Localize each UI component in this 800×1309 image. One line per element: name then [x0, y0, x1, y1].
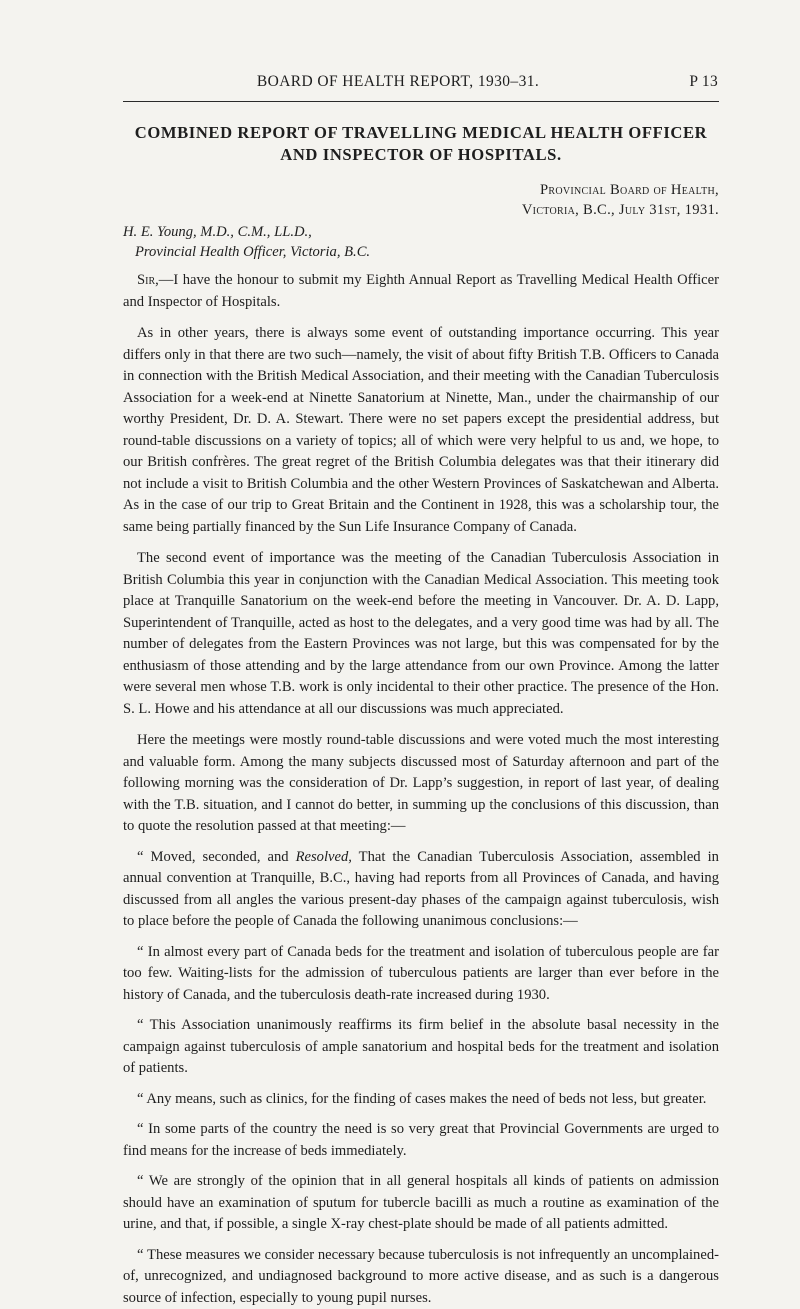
paragraph-reaffirms: “ This Association unanimously reaffirms its firm belief in the absolute basal necessity in the campaign against tuberculosis of ample sanatorium and hospital beds for the treatment and isolation of patients.	[123, 1015, 719, 1080]
paragraph-provincial-governments: “ In some parts of the country the need is so very great that Provincial Governments are urged to find means for the increase of beds immediately.	[123, 1119, 719, 1162]
paragraph-events: As in other years, there is always some event of outstanding importance occurring. This year differs only in that there are two such—namely, the visit of about fifty British T.B. Officers to Canada in connection with the British Medical Association, and their meeting with the Canadian Tuberculosis Association for a week-end at Ninette Sanatorium at Ninette, Man., under the chairmanship of our worthy President, Dr. D. A. Stewart. There were no set papers except the presidential address, but round-table discussions on a variety of topics; all of which were very helpful to us and, we hope, to our British confrères. The great regret of the British Columbia delegates was that their itinerary did not include a visit to British Columbia and the other Western Provinces of Saskatchewan and Alberta. As in the case of our trip to Great Britain and the Continent in 1928, this was a scholarship tour, the same being partially financed by the Sun Life Insurance Company of Canada.	[123, 323, 719, 538]
report-body	[123, 122, 719, 1309]
paragraph-clinics: “ Any means, such as clinics, for the finding of cases makes the need of beds not less, but greater.	[123, 1089, 719, 1111]
letterhead	[123, 180, 719, 220]
paragraph-resolution	[123, 847, 719, 933]
header-rule	[123, 101, 719, 102]
heading-line-2: AND INSPECTOR OF HOSPITALS.	[123, 144, 719, 166]
resolution-text: That the Canadian Tuberculosis Association, assembled in annual convention at Tranquille, B.C., having had reports from all Provinces of Canada, and having discussed from all angles the various present-day phases of the campaign against tuberculosis, wish to place before the people of Canada the following unanimous conclusions:—	[123, 849, 719, 930]
letterhead-org: Provincial Board of Health,	[123, 180, 719, 200]
addressee	[123, 222, 719, 262]
heading-line-1: COMBINED REPORT OF TRAVELLING MEDICAL HEALTH OFFICER	[123, 122, 719, 144]
resolution-resolved: Resolved,	[296, 849, 352, 865]
paragraph-opening-text: —I have the honour to submit my Eighth Annual Report as Travelling Medical Health Officer and Inspector of Hospitals.	[123, 272, 719, 310]
addressee-name: H. E. Young, M.D., C.M., LL.D.,	[123, 222, 719, 242]
report-heading	[123, 122, 719, 166]
page-number: P 13	[689, 73, 718, 91]
paragraph-examination: “ We are strongly of the opinion that in all general hospitals all kinds of patients on admission should have an examination of sputum for tubercle bacilli as much a routine as examination of the urine, and that, if possible, a single X-ray chest-plate should be made of all patients admitted.	[123, 1171, 719, 1236]
running-head-title: BOARD OF HEALTH REPORT, 1930–31.	[78, 73, 718, 91]
paragraph-discussions: Here the meetings were mostly round-table discussions and were voted much the most interesting and valuable form. Among the many subjects discussed most of Saturday afternoon and part of the following morning was the consideration of Dr. Lapp’s suggestion, in report of last year, of dealing with the T.B. situation, and I cannot do better, in summing up the conclusions of this discussion, than to quote the resolution passed at that meeting:—	[123, 730, 719, 838]
resolution-open: “ Moved, seconded, and	[137, 849, 296, 865]
paragraph-second-event: The second event of importance was the meeting of the Canadian Tuberculosis Association in British Columbia this year in conjunction with the Canadian Medical Association. This meeting took place at Tranquille Sanatorium on the week-end before the meeting in Vancouver. Dr. A. D. Lapp, Superintendent of Tranquille, acted as host to the delegates, and a very good time was had by all. The number of delegates from the Eastern Provinces was not large, but this was compensated for by the enthusiasm of those attending and by the large attendance from our own Province. Among the latter were several men whose T.B. work is only incidental to their other practice. The presence of the Hon. S. L. Howe and his attendance at all our discussions was much appreciated.	[123, 548, 719, 720]
paragraph-opening	[123, 270, 719, 313]
addressee-role: Provincial Health Officer, Victoria, B.C.	[123, 242, 719, 262]
paragraph-measures: “ These measures we consider necessary because tuberculosis is not infrequently an uncomplained-of, unrecognized, and undiagnosed background to more active disease, and as such is a dangerous source of infection, especially to young pupil nurses.	[123, 1245, 719, 1309]
letterhead-place-date: Victoria, B.C., July 31st, 1931.	[123, 200, 719, 220]
paragraph-beds-shortage: “ In almost every part of Canada beds for the treatment and isolation of tuberculous people are far too few. Waiting-lists for the admission of tuberculous patients are larger than ever before in the history of Canada, and the tuberculosis death-rate increased during 1930.	[123, 942, 719, 1007]
running-head	[78, 73, 718, 97]
salutation: Sir,	[137, 272, 159, 288]
